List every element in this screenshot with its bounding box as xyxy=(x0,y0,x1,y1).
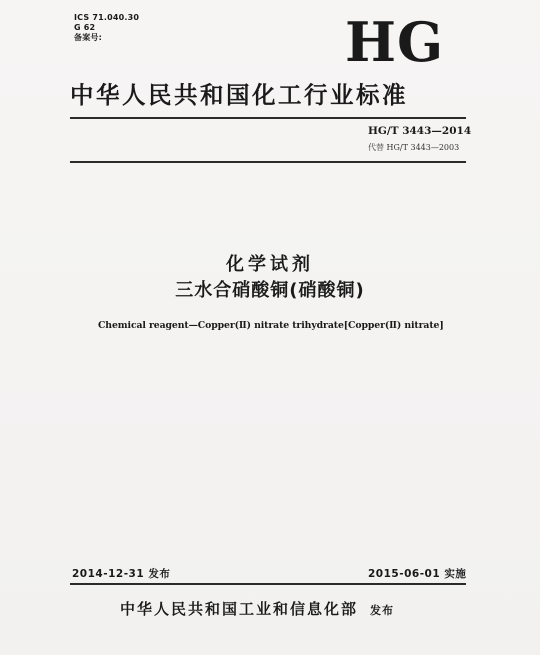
standard-title: 中华人民共和国化工行业标准 xyxy=(70,81,408,109)
document-title-line2: 三水合硝酸铜(硝酸铜) xyxy=(175,280,365,301)
issue-date: 2014-12-31 发布 xyxy=(72,568,171,580)
subheader-divider xyxy=(70,161,466,163)
issuer-name: 中华人民共和国工业和信息化部 xyxy=(120,600,359,618)
issuer-suffix: 发布 xyxy=(370,604,395,617)
issuing-authority xyxy=(120,598,394,619)
implement-date: 2015-06-01 实施 xyxy=(368,568,467,580)
document-title-english: Chemical reagent—Copper(Ⅱ) nitrate trihydrate[Copper(Ⅱ) nitrate] xyxy=(98,320,444,331)
hg-logo: HG xyxy=(345,10,445,74)
class-code: G 62 xyxy=(74,23,96,32)
replaces-note: 代替 HG/T 3443—2003 xyxy=(368,143,460,152)
record-number-label: 备案号: xyxy=(74,33,102,42)
footer-divider xyxy=(70,583,466,585)
standard-number: HG/T 3443—2014 xyxy=(368,125,472,137)
document-title-line1: 化学试剂 xyxy=(226,254,314,275)
header-divider xyxy=(70,117,466,119)
ics-code: ICS 71.040.30 xyxy=(74,13,140,22)
